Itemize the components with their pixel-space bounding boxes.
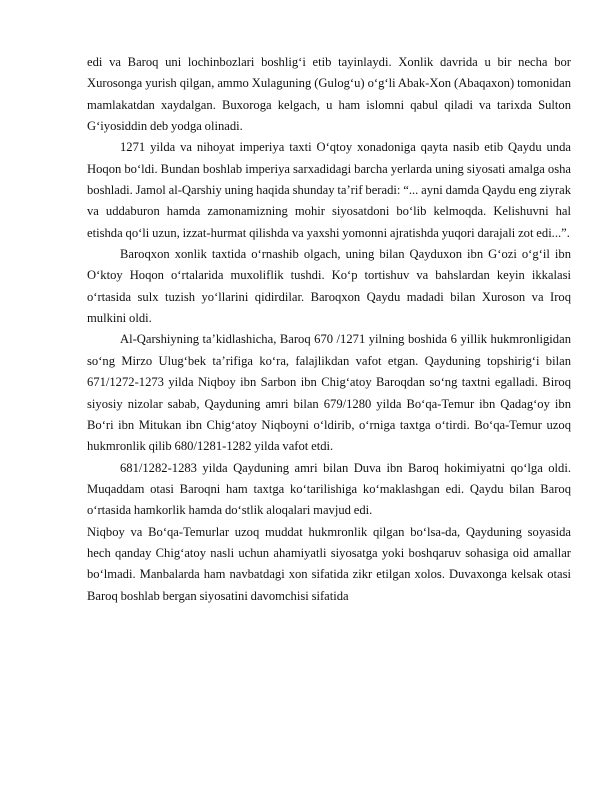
paragraph-6: Niqboy va Bo‘qa-Temurlar uzoq muddat hukmronlik qilgan bo‘lsa-da, Qayduning soyasida hech qanday Chig‘atoy nasli uchun ahamiyatli siyosatga yoki boshqaruv sohasiga oid amallar bo‘lmadi. Manbalarda ham navbatdagi xon sifatida zikr etilgan xolos. Duvaxonga kelsak otasi Baroq boshlab bergan siyosatini davomchisi sifatida	[87, 524, 571, 603]
paragraph-3: Baroqxon xonlik taxtida o‘rnashib olgach, uning bilan Qayduxon ibn G‘ozi o‘g‘il ibn O‘ktoy Hoqon o‘rtalarida muxoliflik tushdi. Ko‘p tortishuv va bahslardan keyin ikkalasi o‘rtasida sulx tuzish yo‘llarini qidirdilar. Baroqxon Qaydu madadi bilan Xuroson va Iroq mulkini oldi.	[87, 247, 571, 326]
paragraph-2: 1271 yilda va nihoyat imperiya taxti O‘qtoy xonadoniga qayta nasib etib Qaydu unda Hoqon bo‘ldi. Bundan boshlab imperiya sarxadidagi barcha yerlarda uning siyosati amalga osha boshladi. Jamol al-Qarshiy uning haqida shunday ta’rif beradi: “... ayni damda Qaydu eng ziyrak va uddaburon hamda zamonamizning mohir siyosatdoni bo‘lib kelmoqda. Kelishuvni hal etishda qo‘li uzun, izzat-hurmat qilishda va yaxshi yomonni ajratishda yuqori darajali zot edi...”.	[87, 140, 571, 240]
paragraph-1: edi va Baroq uni lochinbozlari boshlig‘i etib tayinlaydi. Xonlik davrida u bir necha bor Xurosonga yurish qilgan, ammo Xulaguning (Gulog‘u) o‘g‘li Abak-Xon (Abaqaxon) tomonidan mamlakatdan xaydalgan. Buxoroga kelgach, u ham islomni qabul qiladi va tarixda Sulton G‘iyosiddin deb yodga olinadi.	[87, 55, 571, 134]
paragraph-5: 681/1282-1283 yilda Qayduning amri bilan Duva ibn Baroq hokimiyatni qo‘lga oldi. Muqaddam otasi Baroqni ham taxtga ko‘tarilishiga ko‘maklashgan edi. Qaydu bilan Baroq o‘rtasida hamkorlik hamda do‘stlik aloqalari mavjud edi.	[87, 460, 571, 518]
document-page	[87, 52, 571, 607]
paragraph-4: Al-Qarshiyning ta’kidlashicha, Baroq 670 /1271 yilning boshida 6 yillik hukmronligidan so‘ng Mirzo Ulug‘bek ta’rifiga ko‘ra, falajlikdan vafot etgan. Qayduning topshirig‘i bilan 671/1272-1273 yilda Niqboy ibn Sarbon ibn Chig‘atoy Baroqdan so‘ng taxtni egalladi. Biroq siyosiy nizolar sabab, Qayduning amri bilan 679/1280 yilda Bo‘qa-Temur ibn Qadag‘oy ibn Bo‘ri ibn Mitukan ibn Chig‘atoy Niqboyni o‘ldirib, o‘rniga taxtga o‘tirdi. Bo‘qa-Temur uzoq hukmronlik qilib 680/1281-1282 yilda vafot etdi.	[87, 332, 571, 454]
